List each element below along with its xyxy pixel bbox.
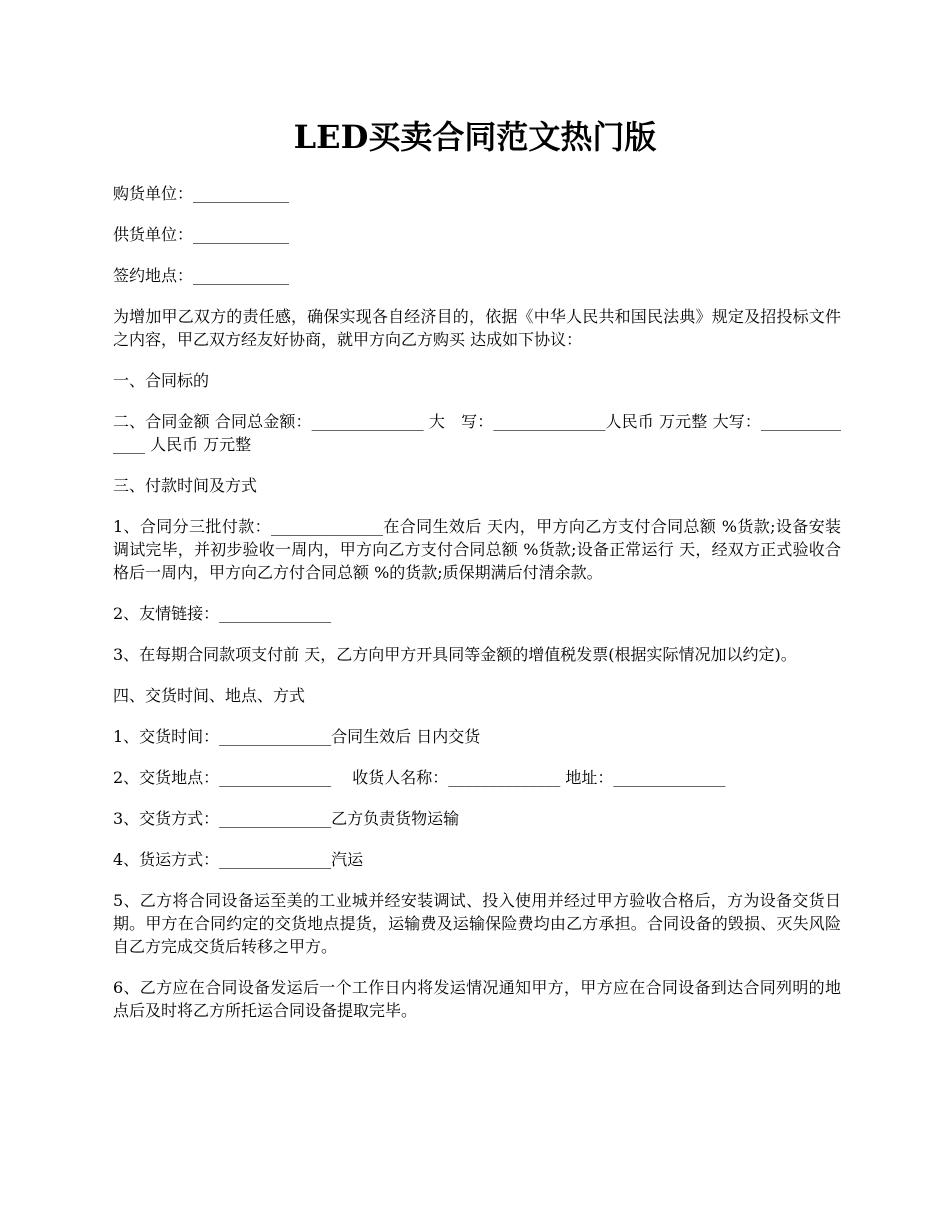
buyer-unit-line: 购货单位：____________ [113, 184, 290, 203]
signing-place-line: 签约地点：____________ [113, 266, 290, 285]
delivery-clause: 1、交货时间：______________合同生效后 日内交货 [113, 727, 481, 746]
payment-clause: 3、在每期合同款项支付前 天，乙方向甲方开具同等金额的增值税发票(根据实际情况加以约定)。 [113, 645, 797, 664]
document-body [113, 182, 841, 1040]
supplier-unit-line: 供货单位：____________ [113, 225, 290, 244]
delivery-clause: 5、乙方将合同设备运至美的工业城并经安装调试、投入使用并经过甲方验收合格后，方为设备交货日期。甲方在合同约定的交货地点提货，运输费及运输保险费均由乙方承担。合同设备的毁损、灭失风险自乙方完成交货后转移之甲方。 [113, 891, 841, 956]
delivery-clause: 6、乙方应在合同设备发运后一个工作日内将发运情况通知甲方，甲方应在合同设备到达合同列明的地点后及时将乙方所托运合同设备提取完毕。 [113, 978, 841, 1020]
payment-clause: 1、合同分三批付款：______________在合同生效后 天内，甲方向乙方支付合同总额 %货款;设备安装调试完毕，并初步验收一周内，甲方向乙方支付合同总额 %货款;设备正常运行 天，经双方正式验收合格后一周内，甲方向乙方付合同总额 %的货款;质保期满后付清余款。 [113, 517, 841, 582]
section-heading: 三、付款时间及方式 [113, 476, 258, 495]
delivery-clause: 3、交货方式：______________乙方负责货物运输 [113, 809, 460, 828]
delivery-clause: 2、交货地点：______________ 收货人名称：______________ 地址：______________ [113, 768, 726, 787]
document-title: LED买卖合同范文热门版 [293, 118, 657, 156]
delivery-clause: 4、货运方式：______________汽运 [113, 850, 364, 869]
preamble-paragraph: 为增加甲乙双方的责任感，确保实现各自经济目的，依据《中华人民共和国民法典》规定及招投标文件之内容，甲乙双方经友好协商，就甲方向乙方购买 达成如下协议： [113, 307, 841, 349]
section-heading: 一、合同标的 [113, 371, 210, 390]
section-heading: 四、交货时间、地点、方式 [113, 686, 306, 705]
contract-amount-paragraph: 二、合同金额 合同总金额：______________ 大 写：______________人民币 万元整 大写：______________ 人民币 万元整 [113, 412, 841, 454]
payment-clause: 2、友情链接：______________ [113, 604, 332, 623]
